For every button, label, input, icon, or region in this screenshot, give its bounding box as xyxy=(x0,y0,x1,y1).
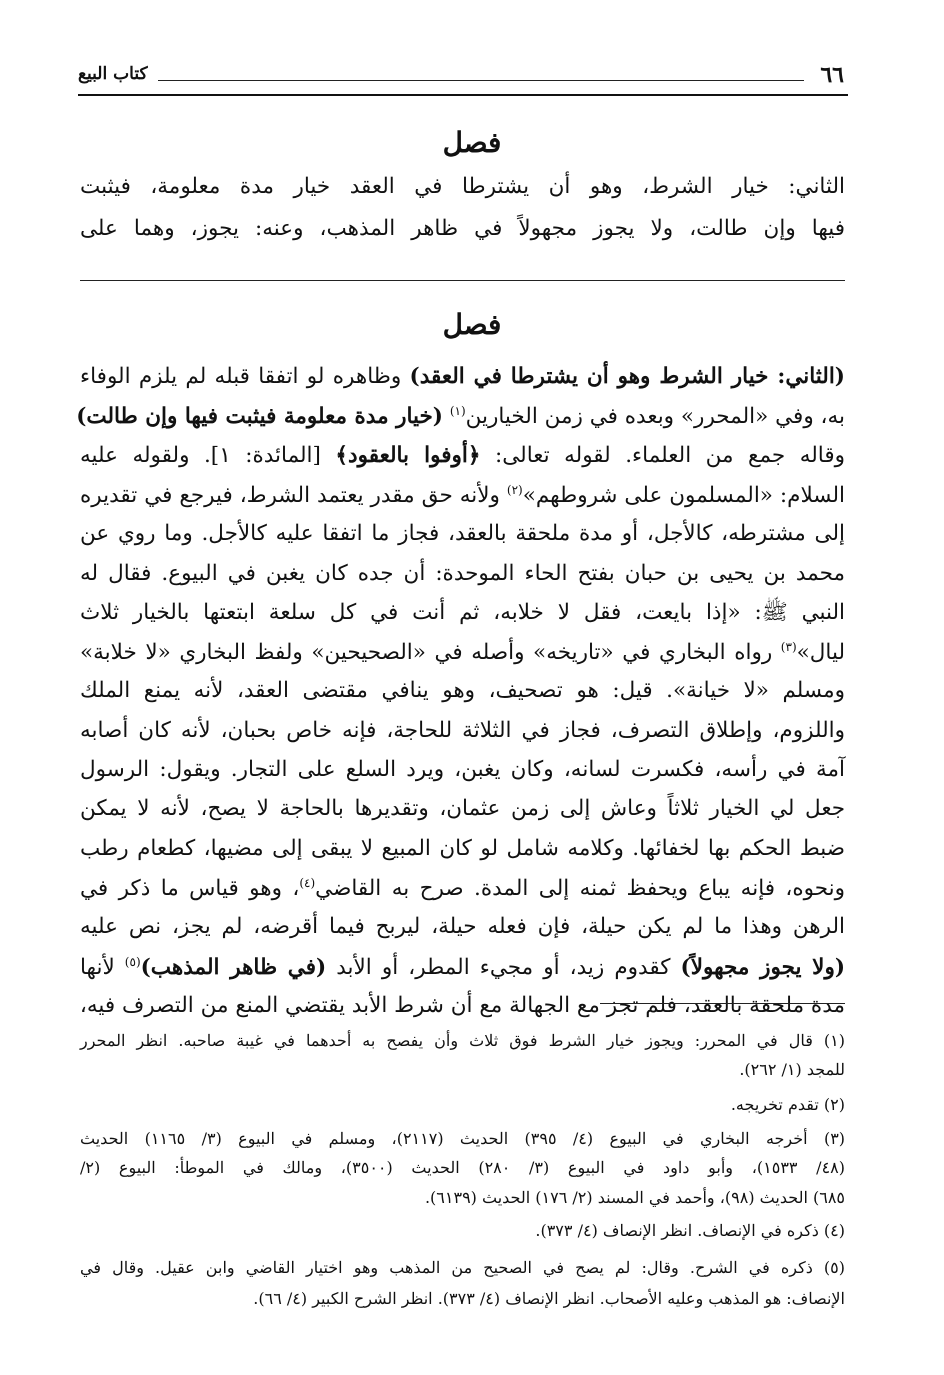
section-heading-main: فصل xyxy=(442,308,502,341)
text-segment: ليال» xyxy=(796,640,845,666)
footnote-line xyxy=(80,1190,845,1206)
text-segment: (٥) ذكره في الشرح. وقال: لم يصح في الصحيح من المذهب وهو اختيار القاضي وابن عقيل. وقال في xyxy=(80,1258,845,1277)
text-segment: ضبط الحكم بها لخفائها. وكلامه شامل لو كان المبيع لا يبقى إلى مضيها، كطعام رطب xyxy=(80,835,845,861)
page-number: ٦٦ xyxy=(820,62,844,88)
footnote-ref: (٢) xyxy=(506,482,523,497)
text-segment: (١) قال في المحرر: ويجوز خيار الشرط فوق ثلاث وأن يفصح به أحدهما في غيبة صاحبه. انظر المحرر xyxy=(80,1031,845,1050)
footnote-line xyxy=(80,1160,845,1176)
main-line xyxy=(80,484,845,507)
text-segment: كقدوم زيد، أو مجيء المطر، أو الأبد xyxy=(326,954,681,980)
footnote-line xyxy=(80,1062,845,1078)
text-segment: آمة في رأسه، فكسرت لسانه، وكان يغبن، ويرد السلع على التجار. ويقول: الرسول xyxy=(80,757,845,782)
main-line xyxy=(80,956,845,979)
text-segment: وظاهره لو اتفقا قبله لم يلزم الوفاء xyxy=(80,364,410,389)
bold-matn-text: (ولا يجوز مجهولاً) xyxy=(680,954,846,980)
text-segment: لأنها xyxy=(80,954,125,980)
footnote-ref: (٤) xyxy=(299,875,316,890)
text-segment: مدة ملحقة بالعقد، فلم تجز مع الجهالة مع أن شرط الأبد يقتضي المنع من التصرف فيه، xyxy=(79,992,845,1018)
book-title: كتاب البيع xyxy=(78,64,148,84)
text-segment: ومسلم «لا خيانة». قيل: هو تصحيف، وهو ينافي مقتضى العقد، لأنه يمنع الملك xyxy=(80,678,845,704)
text-segment: رواه البخاري في «تاريخه» وأصله في «الصحيحين» ولفظ البخاري «لا خلابة» xyxy=(80,640,781,666)
footnote-ref: (٣) xyxy=(780,640,797,655)
text-segment: وقاله جمع من العلماء. لقوله تعالى: xyxy=(480,442,845,468)
text-segment: (٤) ذكره في الإنصاف. انظر الإنصاف (٤/ ٣٧٣). xyxy=(535,1221,845,1240)
footnote-line xyxy=(80,1291,845,1307)
main-line xyxy=(80,523,845,545)
bold-matn-text: (في ظاهر المذهب) xyxy=(140,954,327,980)
bold-matn-text: (خيار مدة معلومة فيثبت فيها وإن طالت) xyxy=(76,404,443,430)
footnote-ref: (١) xyxy=(449,404,466,419)
main-line xyxy=(80,759,845,781)
main-line xyxy=(80,641,845,664)
text-segment: إلى مشترطه، كالأجل، أو مدة ملحقة بالعقد، فجاز ما اتفقا عليه كالأجل. وما روي عن xyxy=(80,521,845,547)
text-segment: الرهن وهذا ما لم يكن حيلة، فإن فعله حيلة، ليربح فيما أقرضه، لم يجز، نص عليه xyxy=(80,914,845,940)
footnote-line xyxy=(80,1097,845,1113)
text-segment: [المائدة: ١]. ولقوله عليه xyxy=(80,442,336,468)
header-rule xyxy=(78,94,848,96)
header-line xyxy=(158,80,804,81)
text-segment: النبي ﷺ: «إذا بايعت، فقل لا خلابه، ثم أنت في كل سلعة ابتعتها بالخيار ثلاث xyxy=(80,599,845,625)
main-line xyxy=(80,877,845,900)
text-segment: للمجد (١/ ٢٦٢). xyxy=(739,1060,845,1079)
bold-matn-text: (الثاني: خيار الشرط وهو أن يشترطا في العقد) xyxy=(409,364,845,389)
text-segment: (٢) تقدم تخريجه. xyxy=(730,1095,845,1114)
text-segment: ونحوه، فإنه يباع ويحفظ ثمنه إلى المدة. صرح به القاضي xyxy=(315,876,845,902)
text-segment: السلام: «المسلمون على شروطهم» xyxy=(522,483,846,509)
footnote-line xyxy=(80,1260,845,1276)
text-segment: ، وهو قياس ما ذكر في xyxy=(80,876,300,902)
text-segment: به، وفي «المحرر» وبعده في زمن الخيارين xyxy=(465,404,845,430)
text-segment: محمد بن يحيى بن حبان بفتح الحاء الموحدة: أن جده كان يغبن في البيوع. فقال له xyxy=(80,560,845,586)
main-line xyxy=(76,404,845,430)
main-line xyxy=(80,798,845,820)
main-line xyxy=(79,992,845,1018)
top-section-line xyxy=(80,176,845,198)
text-segment: ولأنه حق مقدر يعتمد الشرط، فيرجع في تقديره xyxy=(80,483,507,509)
footnote-line xyxy=(80,1223,845,1239)
text-segment: الثاني: خيار الشرط، وهو أن يشترطا في العقد خيار مدة معلومة، فيثبت xyxy=(80,174,845,199)
text-segment: الإنصاف: هو المذهب وعليه الأصحاب. انظر الإنصاف (٤/ ٣٧٣). انظر الشرح الكبير (٤/ ٦٦). xyxy=(253,1289,845,1308)
main-line xyxy=(80,717,845,743)
text-segment xyxy=(443,404,450,429)
text-segment: واللزوم، وإطلاق التصرف، فجاز في الثلاثة للحاجة، فإنه خاص بحبان، لأنه كان أصابه xyxy=(80,717,845,743)
main-line xyxy=(80,835,845,861)
main-line xyxy=(80,599,845,625)
main-line xyxy=(80,916,845,938)
main-line xyxy=(80,366,845,388)
footnote-line xyxy=(80,1131,845,1147)
text-segment: (٤٨/ ١٥٣٣)، وأبو داود في البيوع (٣/ ٢٨٠) الحديث (٣٥٠٠)، ومالك في الموطأ: البيوع (٢/ xyxy=(80,1158,846,1177)
running-header xyxy=(78,60,848,96)
section-divider xyxy=(80,280,845,281)
top-section-line xyxy=(80,218,845,240)
bold-matn-text: ﴿أوفوا بالعقود﴾ xyxy=(335,442,481,468)
main-line xyxy=(80,442,845,468)
text-segment: (٣) أخرجه البخاري في البيوع (٤/ ٣٩٥) الحديث (٢١١٧)، ومسلم في البيوع (٣/ ١١٦٥) الحديث xyxy=(80,1129,846,1148)
text-segment: ٦٨٥) الحديث (٩٨)، وأحمد في المسند (٢/ ١٧٦) الحديث (٦١٣٩). xyxy=(424,1188,845,1207)
main-line xyxy=(80,560,845,586)
footnote-separator xyxy=(600,1003,845,1004)
text-segment: فيها وإن طالت، ولا يجوز مجهولاً في ظاهر المذهب، وعنه: يجوز، وهما على xyxy=(80,216,845,241)
main-line xyxy=(80,680,845,702)
footnote-ref: (٥) xyxy=(124,954,141,969)
section-heading-top: فصل xyxy=(442,126,502,159)
text-segment: جعل لي الخيار ثلاثاً وعاش إلى زمن عثمان، وتقديرها بالحاجة لا يصح، لأنه لا يمكن xyxy=(80,796,845,822)
footnote-line xyxy=(80,1033,845,1049)
